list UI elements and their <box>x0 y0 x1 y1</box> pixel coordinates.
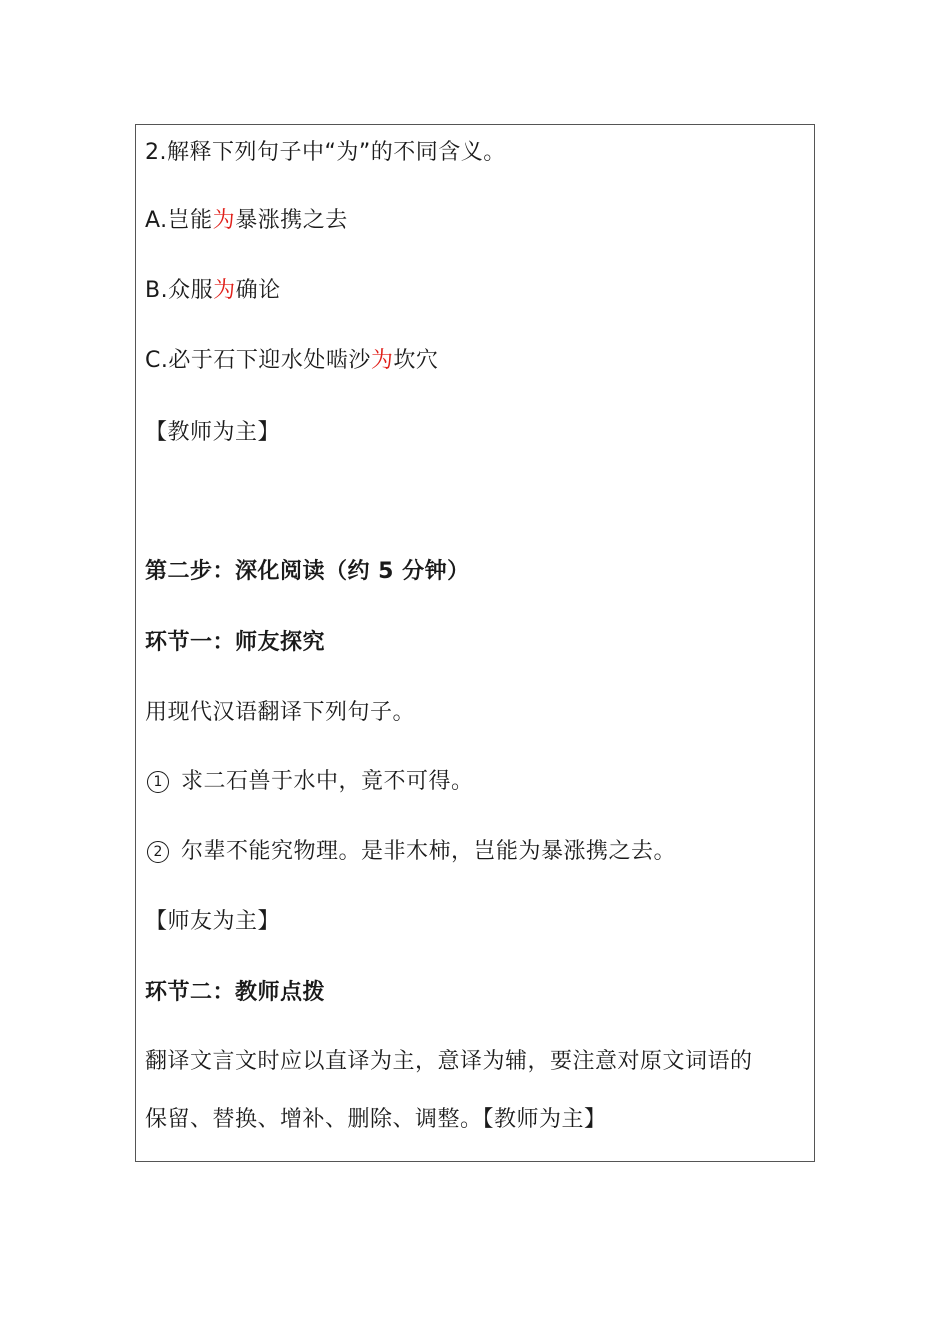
option-a-highlight: 为 <box>212 208 236 233</box>
translation-instruction: 用现代汉语翻译下列句子。 <box>145 700 416 725</box>
section-1-heading: 环节一：师友探究 <box>145 630 326 655</box>
item-text-2: 尔辈不能究物理。是非木柿，岂能为暴涨携之去。 <box>181 839 677 864</box>
teacher-led-tag: 【教师为主】 <box>145 420 281 445</box>
option-b <box>145 276 281 306</box>
guidance-line-2: 保留、替换、增补、删除、调整。【教师为主】 <box>145 1107 607 1132</box>
option-b-suffix: 确论 <box>235 278 281 303</box>
option-a <box>145 206 348 236</box>
section-2-heading: 环节二：教师点拨 <box>145 980 326 1005</box>
peer-led-tag: 【师友为主】 <box>145 909 281 934</box>
option-b-highlight: 为 <box>213 278 236 303</box>
translation-item-2 <box>145 837 676 867</box>
step-2-heading: 第二步：深化阅读（约 5 分钟） <box>145 559 470 584</box>
translation-item-1 <box>145 767 474 797</box>
guidance-line-1: 翻译文言文时应以直译为主，意译为辅，要注意对原文词语的 <box>145 1049 753 1074</box>
option-c-suffix: 坎穴 <box>393 348 439 373</box>
option-a-suffix: 暴涨携之去 <box>235 208 348 233</box>
item-text-1: 求二石兽于水中，竟不可得。 <box>181 769 474 794</box>
question-2-title: 2.解释下列句子中“为”的不同含义。 <box>145 140 506 165</box>
option-c-prefix: C.必于石下迎水处啮沙 <box>145 348 371 373</box>
option-c-highlight: 为 <box>370 348 394 373</box>
item-number-1: 1 <box>147 771 169 793</box>
option-c <box>145 346 438 376</box>
item-number-2: 2 <box>147 841 169 863</box>
option-b-prefix: B.众服 <box>145 278 214 303</box>
option-a-prefix: A.岂能 <box>145 208 213 233</box>
